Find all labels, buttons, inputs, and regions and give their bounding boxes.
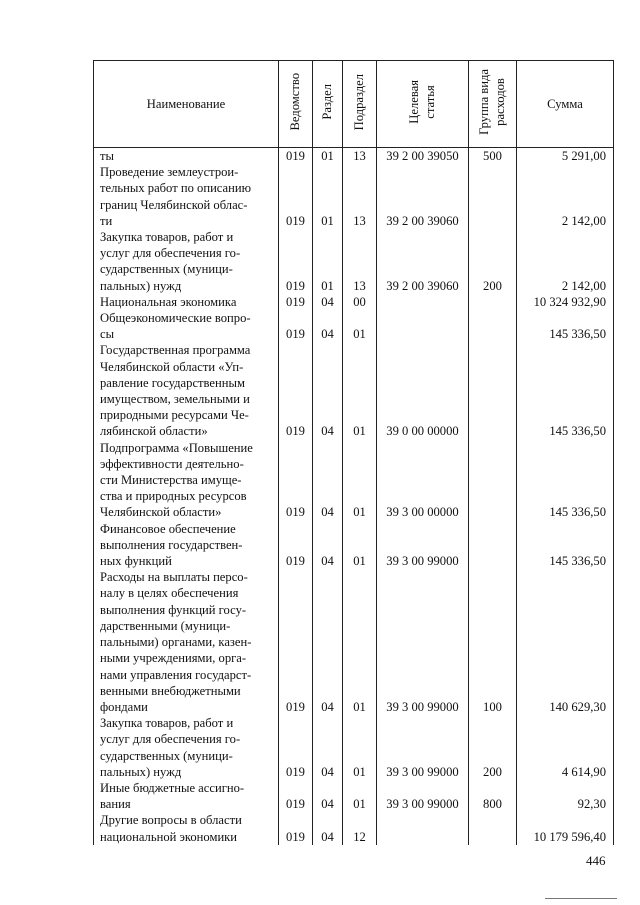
table-row: [94, 310, 614, 342]
row-sum: 10 179 596,40: [517, 812, 614, 844]
row-name-line: Национальная экономика: [100, 294, 237, 309]
row-sum: 145 336,50: [517, 521, 614, 570]
row-name-line: равление государственным: [100, 375, 245, 390]
row-name-line: Общеэкономические вопро-: [100, 311, 251, 326]
row-name-line: Челябинской области»: [100, 505, 222, 520]
row-name-line: Закупка товаров, работ и: [100, 716, 234, 731]
row-group: [469, 342, 517, 439]
row-dept: 019: [279, 294, 313, 310]
row-sum: 4 614,90: [517, 715, 614, 780]
row-name-line: венными внебюджетными: [100, 683, 241, 698]
row-subsection: 01: [343, 342, 377, 439]
footer-rule: [545, 898, 617, 899]
row-name-line: дарственными (муници-: [100, 618, 231, 633]
row-group: 100: [469, 569, 517, 715]
row-dept: 019: [279, 310, 313, 342]
row-section: 04: [313, 715, 343, 780]
row-name-line: Иные бюджетные ассигно-: [100, 780, 245, 795]
row-target: 39 2 00 39060: [377, 164, 469, 229]
row-name-line: тельных работ по описанию: [100, 181, 252, 196]
row-name-line: Закупка товаров, работ и: [100, 230, 234, 245]
row-sum: 92,30: [517, 780, 614, 812]
row-name-line: сударственных (муници-: [100, 262, 233, 277]
row-name: [94, 440, 279, 521]
row-section: 01: [313, 229, 343, 294]
row-name-line: ты: [100, 149, 114, 163]
row-name: [94, 148, 279, 165]
row-target: 39 2 00 39050: [377, 148, 469, 165]
header-group: Группа вида расходов: [469, 61, 517, 148]
row-name-line: Проведение землеустрои-: [100, 165, 239, 180]
row-name-line: Другие вопросы в области: [100, 813, 242, 828]
row-name: [94, 164, 279, 229]
row-subsection: 01: [343, 521, 377, 570]
row-name: [94, 780, 279, 812]
table-row: [94, 294, 614, 310]
row-name-line: Подпрограмма «Повышение: [100, 440, 253, 455]
row-dept: 019: [279, 229, 313, 294]
row-subsection: 01: [343, 310, 377, 342]
row-group: [469, 440, 517, 521]
row-group: [469, 521, 517, 570]
row-name-line: Расходы на выплаты персо-: [100, 570, 248, 585]
header-dept: Ведомство: [279, 61, 313, 148]
table-row: [94, 715, 614, 780]
row-target: [377, 294, 469, 310]
header-section: Раздел: [313, 61, 343, 148]
row-name: [94, 342, 279, 439]
row-group: 500: [469, 148, 517, 165]
row-name-line: сы: [100, 327, 115, 342]
row-sum: 145 336,50: [517, 310, 614, 342]
row-name-line: Челябинской области «Уп-: [100, 359, 244, 374]
row-subsection: 01: [343, 715, 377, 780]
row-name-line: ства и природных ресурсов: [100, 489, 247, 504]
row-group: [469, 294, 517, 310]
row-group: 200: [469, 229, 517, 294]
row-section: 04: [313, 521, 343, 570]
row-section: 04: [313, 780, 343, 812]
row-dept: 019: [279, 780, 313, 812]
header-name: Наименование: [94, 61, 279, 148]
row-subsection: 13: [343, 164, 377, 229]
row-subsection: 01: [343, 780, 377, 812]
page-number: 446: [586, 853, 606, 868]
row-dept: 019: [279, 715, 313, 780]
row-sum: 5 291,00: [517, 148, 614, 165]
table-row: [94, 148, 614, 165]
row-subsection: 13: [343, 229, 377, 294]
row-section: 04: [313, 310, 343, 342]
row-name-line: пальных) нужд: [100, 278, 182, 293]
header-sum: Сумма: [517, 61, 614, 148]
table-row: [94, 164, 614, 229]
header-target: Целевая статья: [377, 61, 469, 148]
row-sum: 2 142,00: [517, 229, 614, 294]
header-subsection: Подраздел: [343, 61, 377, 148]
row-section: 04: [313, 294, 343, 310]
row-name: [94, 294, 279, 310]
row-name-line: лябинской области»: [100, 424, 208, 439]
row-name-line: пальных) нужд: [100, 764, 182, 779]
row-section: 04: [313, 342, 343, 439]
table-row: [94, 569, 614, 715]
row-subsection: 13: [343, 148, 377, 165]
row-subsection: 00: [343, 294, 377, 310]
row-name-line: налу в целях обеспечения: [100, 586, 239, 601]
row-name-line: вания: [100, 797, 131, 812]
table-row: [94, 780, 614, 812]
row-name-line: границ Челябинской облас-: [100, 197, 248, 212]
row-section: 04: [313, 569, 343, 715]
row-subsection: 01: [343, 440, 377, 521]
row-sum: 145 336,50: [517, 342, 614, 439]
row-target: 39 3 00 00000: [377, 440, 469, 521]
row-section: 04: [313, 440, 343, 521]
row-name-line: Государственная программа: [100, 343, 251, 358]
row-name-line: природными ресурсами Че-: [100, 408, 249, 423]
row-group: [469, 310, 517, 342]
row-sum: 2 142,00: [517, 164, 614, 229]
row-name: [94, 569, 279, 715]
row-name-line: ными учреждениями, орга-: [100, 651, 247, 666]
budget-table: [93, 60, 614, 845]
row-target: 39 3 00 99000: [377, 569, 469, 715]
table-row: [94, 342, 614, 439]
row-target: [377, 812, 469, 844]
row-group: 200: [469, 715, 517, 780]
table-row: [94, 812, 614, 844]
table-row: [94, 229, 614, 294]
row-name-line: услуг для обеспечения го-: [100, 246, 241, 261]
row-dept: 019: [279, 569, 313, 715]
row-target: 39 3 00 99000: [377, 715, 469, 780]
row-name-line: нами управления государст-: [100, 667, 252, 682]
row-name: [94, 229, 279, 294]
row-target: 39 2 00 39060: [377, 229, 469, 294]
row-group: 800: [469, 780, 517, 812]
row-name-line: услуг для обеспечения го-: [100, 732, 241, 747]
row-dept: 019: [279, 521, 313, 570]
row-dept: 019: [279, 148, 313, 165]
row-target: 39 0 00 00000: [377, 342, 469, 439]
row-name-line: Финансовое обеспечение: [100, 521, 236, 536]
row-group: [469, 812, 517, 844]
row-dept: 019: [279, 440, 313, 521]
row-name-line: имуществом, земельными и: [100, 392, 250, 407]
row-name: [94, 521, 279, 570]
row-dept: 019: [279, 164, 313, 229]
row-group: [469, 164, 517, 229]
row-name-line: выполнения функций госу-: [100, 602, 247, 617]
row-name: [94, 310, 279, 342]
row-section: 01: [313, 164, 343, 229]
header-row: [94, 61, 614, 148]
table-row: [94, 440, 614, 521]
row-name-line: пальными) органами, казен-: [100, 635, 252, 650]
row-target: [377, 310, 469, 342]
row-name-line: ных функций: [100, 554, 172, 569]
row-name: [94, 715, 279, 780]
row-name: [94, 812, 279, 844]
row-name-line: сти Министерства имуще-: [100, 473, 242, 488]
row-name-line: национальной экономики: [100, 829, 238, 844]
row-name-line: выполнения государствен-: [100, 537, 243, 552]
row-dept: 019: [279, 342, 313, 439]
row-name-line: фондами: [100, 699, 148, 714]
row-sum: 145 336,50: [517, 440, 614, 521]
row-name-line: ти: [100, 213, 113, 228]
row-name-line: сударственных (муници-: [100, 748, 233, 763]
row-section: 01: [313, 148, 343, 165]
row-name-line: эффективности деятельно-: [100, 456, 244, 471]
table-row: [94, 521, 614, 570]
row-subsection: 12: [343, 812, 377, 844]
row-section: 04: [313, 812, 343, 844]
row-sum: 140 629,30: [517, 569, 614, 715]
row-subsection: 01: [343, 569, 377, 715]
row-sum: 10 324 932,90: [517, 294, 614, 310]
row-dept: 019: [279, 812, 313, 844]
row-target: 39 3 00 99000: [377, 780, 469, 812]
row-target: 39 3 00 99000: [377, 521, 469, 570]
